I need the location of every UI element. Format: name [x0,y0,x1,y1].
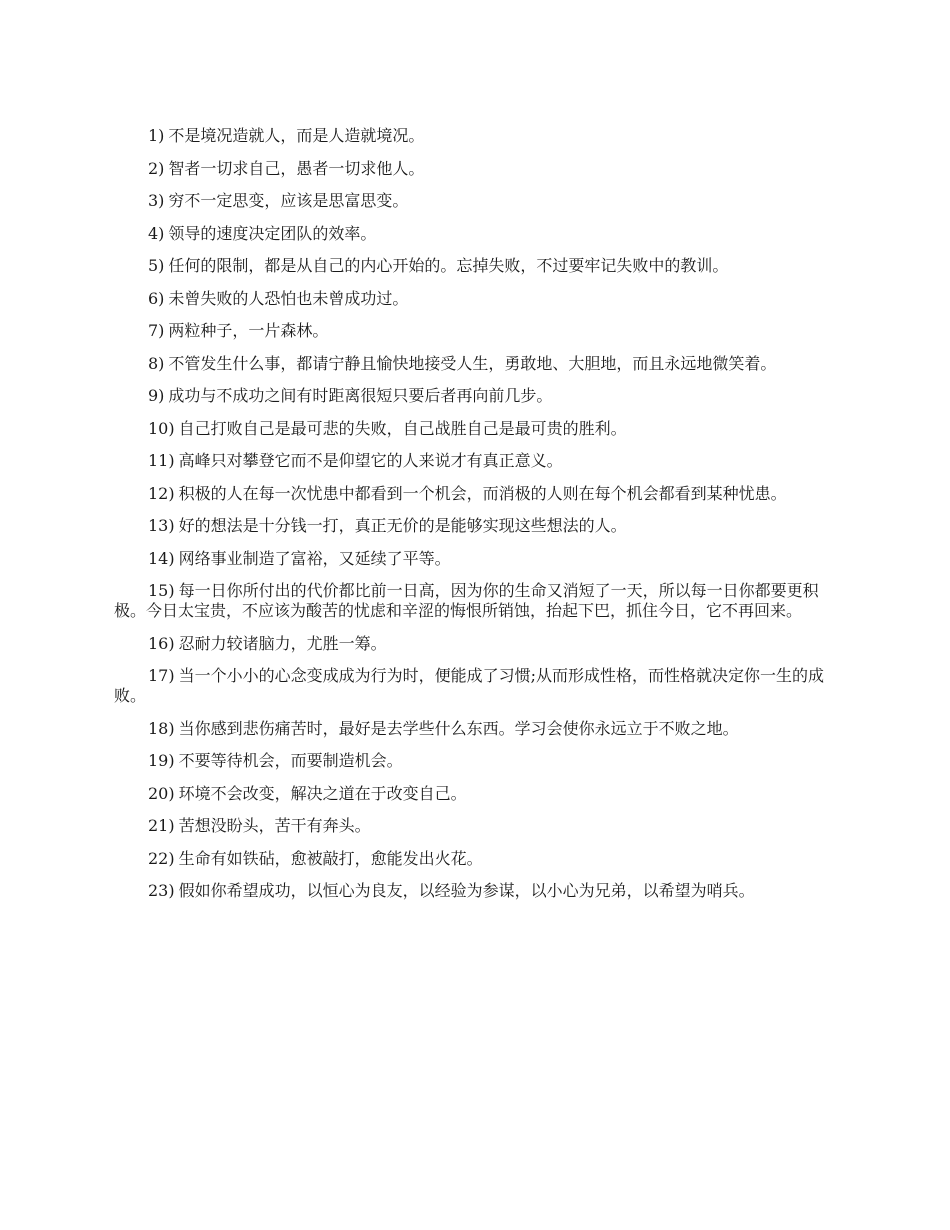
quote-paragraph [114,849,838,869]
paragraph-text: 穷不一定思变，应该是思富思变。 [168,191,409,210]
paragraph-number: 19) [148,751,175,770]
quote-paragraph [114,224,838,244]
quote-paragraph [114,816,838,836]
paragraph-text: 不管发生什么事，都请宁静且愉快地接受人生，勇敢地、大胆地，而且永远地微笑着。 [168,353,777,373]
quote-paragraph [114,666,838,706]
paragraph-text: 自己打败自己是最可悲的失败，自己战胜自己是最可贵的胜利。 [178,418,627,438]
paragraph-text: 网络事业制造了富裕，又延续了平等。 [178,548,451,568]
paragraph-text: 高峰只对攀登它而不是仰望它的人来说才有真正意义。 [178,451,563,470]
paragraph-number: 4) [148,223,165,243]
quote-paragraph [114,419,838,439]
paragraph-number: 22) [148,848,175,868]
paragraph-number: 14) [148,548,175,568]
quote-paragraph [114,126,838,146]
paragraph-number: 18) [148,718,175,738]
paragraph-number: 12) [148,483,175,503]
paragraph-number: 8) [148,353,165,373]
quote-paragraph [114,484,838,504]
quote-paragraph [114,549,838,569]
paragraph-number: 16) [148,633,175,653]
quote-paragraph [114,784,838,804]
paragraph-number: 21) [148,816,175,835]
paragraph-text: 苦想没盼头，苦干有奔头。 [178,816,371,835]
quote-paragraph [114,321,838,341]
paragraph-text: 智者一切求自己，愚者一切求他人。 [168,158,425,178]
paragraph-text: 好的想法是十分钱一打，真正无价的是能够实现这些想法的人。 [178,516,627,535]
paragraph-text: 忍耐力较诸脑力，尤胜一筹。 [178,633,387,653]
paragraph-text: 未曾失败的人恐怕也未曾成功过。 [168,288,409,308]
paragraph-text: 不要等待机会，而要制造机会。 [178,751,403,770]
paragraph-text: 成功与不成功之间有时距离很短只要后者再向前几步。 [168,386,553,405]
paragraph-number: 17) [148,666,175,685]
quote-paragraph [114,581,838,621]
paragraph-number: 10) [148,418,175,438]
quote-paragraph [114,256,838,276]
quote-paragraph [114,289,838,309]
paragraph-number: 11) [148,451,175,470]
paragraph-text: 积极的人在每一次忧患中都看到一个机会，而消极的人则在每个机会都看到某种忧患。 [178,483,787,503]
paragraph-number: 6) [148,288,165,308]
paragraph-text: 当你感到悲伤痛苦时，最好是去学些什么东西。学习会使你永远立于不败之地。 [178,718,739,738]
paragraph-number: 1) [148,126,165,145]
paragraph-number: 9) [148,386,165,405]
quote-paragraph [114,751,838,771]
paragraph-number: 7) [148,321,165,340]
paragraph-number: 5) [148,256,165,275]
paragraph-text: 当一个小小的心念变成成为行为时，便能成了习惯;从而形成性格，而性格就决定你一生的成败。 [114,666,825,705]
paragraph-text: 领导的速度决定团队的效率。 [168,223,377,243]
quote-paragraph [114,191,838,211]
paragraph-number: 20) [148,783,175,803]
quote-paragraph [114,451,838,471]
paragraph-text: 生命有如铁砧，愈被敲打，愈能发出火花。 [178,848,483,868]
quote-paragraph [114,354,838,374]
paragraph-text: 任何的限制，都是从自己的内心开始的。忘掉失败，不过要牢记失败中的教训。 [168,256,729,275]
paragraph-text: 两粒种子，一片森林。 [168,321,329,340]
paragraph-number: 15) [148,581,175,600]
paragraph-text: 不是境况造就人，而是人造就境况。 [168,126,425,145]
paragraph-number: 2) [148,158,165,178]
paragraph-number: 3) [148,191,165,210]
document-body [114,126,838,914]
quote-paragraph [114,634,838,654]
paragraph-number: 13) [148,516,175,535]
paragraph-number: 23) [148,881,175,900]
paragraph-text: 环境不会改变，解决之道在于改变自己。 [178,783,467,803]
quote-paragraph [114,516,838,536]
quote-paragraph [114,159,838,179]
quote-paragraph [114,386,838,406]
quote-paragraph [114,881,838,901]
paragraph-text: 假如你希望成功，以恒心为良友，以经验为参谋，以小心为兄弟，以希望为哨兵。 [178,881,755,900]
quote-paragraph [114,719,838,739]
paragraph-text: 每一日你所付出的代价都比前一日高，因为你的生命又消短了一天，所以每一日你都要更积极。今日太宝贵，不应该为酸苦的忧虑和辛涩的悔恨所销蚀，抬起下巴，抓住今日，它不再回来。 [114,581,819,620]
